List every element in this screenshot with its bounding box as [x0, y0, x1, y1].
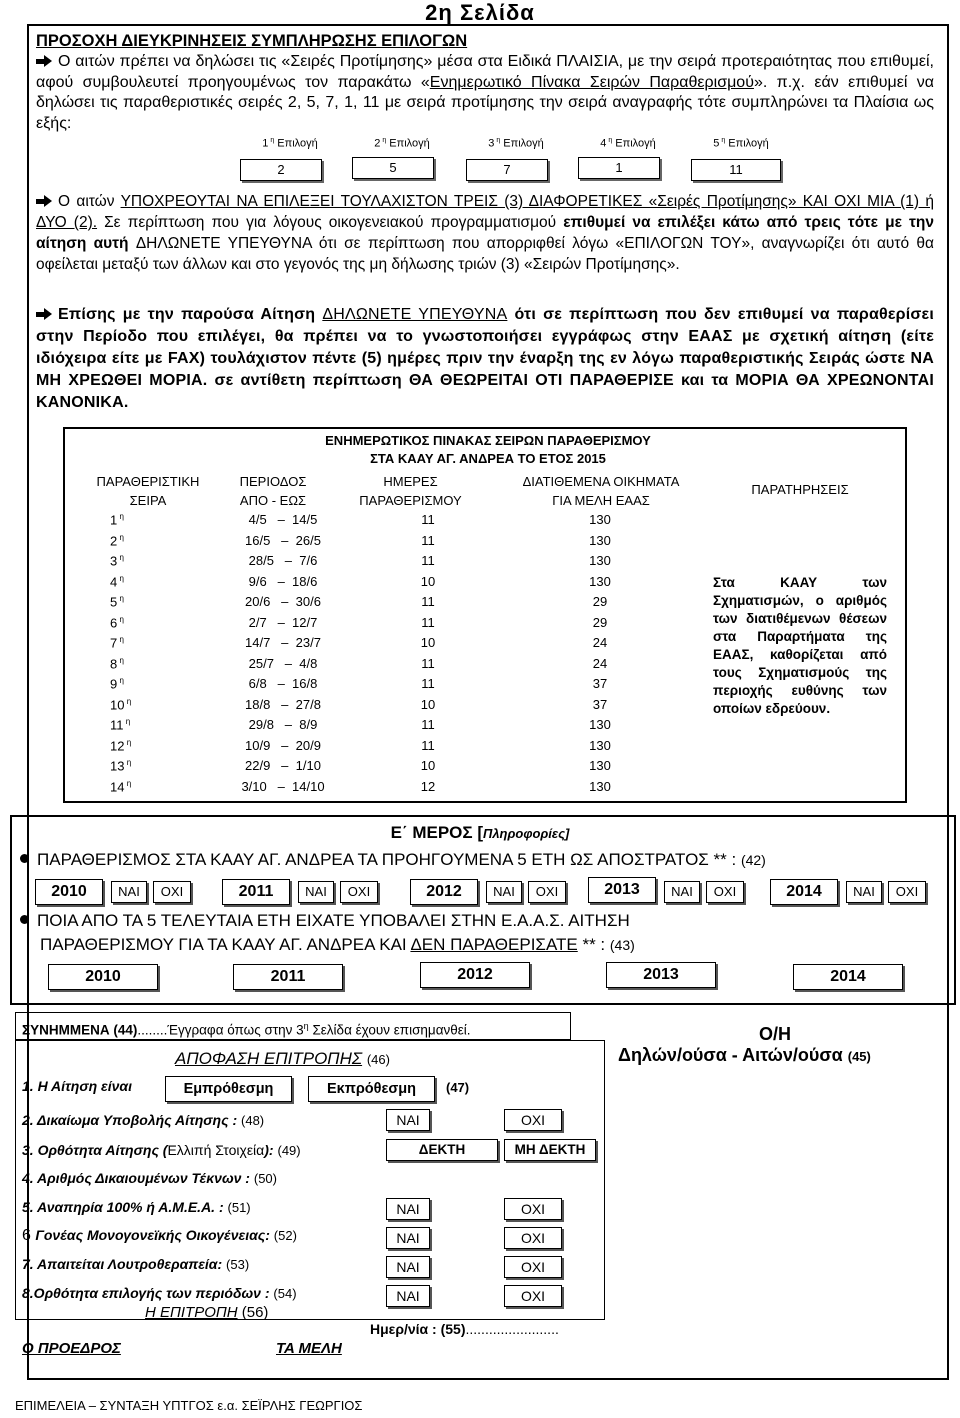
yes-option[interactable]: ΝΑΙ [111, 881, 147, 903]
days-cell: 11 [421, 614, 435, 630]
table-row [68, 779, 708, 799]
choice-box[interactable]: 7 [466, 159, 548, 181]
notice-paragraph-3: Επίσης με την παρούσα Αίτηση ΔΗΛΩΝΕΤΕ ΥΠΕΥΘΥΝΑ ότι σε περίπτωση που δεν επιθυμεί να παραθερίσει στην Περίοδο που επιλέγει, θα πρέπει να το γνωστοποιήσει εγγράφως στην ΕΑΑΣ με σχετική αίτηση (είτε ιδιόχειρα είτε με FAX) τουλάχιστον πέντε (5) ημέρες πριν την έναρξη της εν λόγω παραθεριστικής Σειράς ώστε ΝΑ ΜΗ ΧΡΕΩΘΕΙ ΜΟΡΙΑ. σε αντίθετη περίπτωση ΘΑ ΘΕΩΡΕΙΤΑΙ ΟΤΙ ΠΑΡΑΘΕΡΙΣΕ και τα ΜΟΡΙΑ ΘΑ ΧΡΕΩΝΟΝΤΑΙ ΚΑΝΟΝΙΚΑ. [36, 306, 934, 411]
timely-button[interactable]: Εμπρόθεσμη [165, 1076, 292, 1102]
year-checkbox[interactable]: 2014 [793, 964, 903, 990]
bullet-icon [20, 854, 29, 863]
members-label: ΤΑ ΜΕΛΗ [276, 1340, 342, 1357]
days-cell: 11 [421, 553, 435, 568]
footer-credit: ΕΠΙΜΕΛΕΙΑ – ΣΥΝΤΑΞΗ ΥΠΤΓΟΣ ε.α. ΣΕΪΡΛΗΣ ΓΕΩΡΓΙΟΣ [15, 1398, 363, 1413]
table-row [68, 758, 708, 778]
period-cell: 6/8 – 16/8 [248, 676, 318, 691]
arrow-right-icon [36, 308, 52, 320]
choice-box[interactable]: 2 [240, 159, 322, 181]
period-cell: 25/7 – 4/8 [248, 655, 318, 671]
declarant-line-1: Ο/Η [758, 1024, 791, 1044]
period-cell: 10/9 – 20/9 [245, 737, 321, 753]
year-box: 2011 [222, 879, 290, 905]
days-cell: 11 [421, 655, 435, 671]
notice-heading: ΠΡΟΣΟΧΗ ΔΙΕΥΚΡΙΝΗΣΕΙΣ ΣΥΜΠΛΗΡΩΣΗΣ ΕΠΙΛΟΓΩΝ [36, 32, 468, 50]
choice-header: 3 $^\eta$ Επιλογή [488, 137, 544, 150]
no-option[interactable]: ΟΧΙ [888, 881, 926, 903]
homes-cell: 24 [592, 655, 608, 671]
days-cell: 11 [421, 594, 435, 609]
decision-line-5: 5. Αναπηρία 100% ή Α.Μ.Ε.Α. : (51) [22, 1199, 251, 1215]
not-accepted-button[interactable]: ΜΗ ΔΕΚΤΗ [504, 1139, 596, 1161]
homes-cell: 29 [592, 594, 608, 609]
period-cell: 18/8 – 27/8 [245, 696, 321, 712]
days-cell: 11 [421, 717, 435, 732]
decision-line-8: 8.Ορθότητα επιλογής των περιόδων : (54) [22, 1285, 297, 1301]
series-cell: 14 $^\eta$ [110, 778, 132, 794]
part-e-title: Ε΄ ΜΕΡΟΣ [Πληροφορίες] [390, 823, 570, 842]
col-header-series: ΠΑΡΑΘΕΡΙΣΤΙΚΗ ΣΕΙΡΑ [96, 474, 200, 508]
year-checkbox[interactable]: 2010 [48, 964, 158, 990]
year-box: 2013 [588, 877, 656, 903]
decision-line-3: 3. Ορθότητα Αίτησης (Ελλιπή Στοιχεία): (49) [22, 1142, 301, 1158]
table-row [68, 512, 708, 532]
decision-title: ΑΠΟΦΑΣΗ ΕΠΙΤΡΟΠΗΣ (46) [175, 1049, 390, 1068]
year-checkbox[interactable]: 2011 [233, 964, 343, 990]
col-header-remarks: ΠΑΡΑΤΗΡΗΣΕΙΣ [751, 482, 849, 497]
table-row [68, 533, 708, 553]
choice-header: 5 $^\eta$ Επιλογή [713, 137, 769, 150]
col-header-days: ΗΜΕΡΕΣ ΠΑΡΑΘΕΡΙΣΜΟΥ [359, 474, 462, 508]
series-cell: 9 $^\eta$ [110, 676, 124, 692]
late-button[interactable]: Εκπρόθεσμη [308, 1076, 435, 1102]
committee-label: Η ΕΠΙΤΡΟΠΗ (56) [145, 1304, 269, 1321]
page-title: 2η Σελίδα [425, 0, 535, 25]
remarks-text: Στα ΚΑΑΥ των Σχηματισμών, ο αριθμός των διατιθέμενων θέσεων στα Παραρτήματα της ΕΑΑΣ, καθορίζεται από τους Σχηματισμούς της περιοχής ευθύνης των οποίων εδρεύουν. [713, 575, 887, 716]
yes-option[interactable]: ΝΑΙ [486, 881, 522, 903]
table-row [68, 656, 708, 676]
decision-yes-option[interactable]: ΝΑΙ [386, 1198, 430, 1220]
table-row [68, 553, 708, 573]
decision-no-option[interactable]: ΟΧΙ [504, 1198, 562, 1220]
decision-line-1: 1. Η Αίτηση είναι [22, 1078, 132, 1094]
homes-cell: 24 [592, 635, 608, 650]
homes-cell: 37 [592, 696, 608, 712]
decision-no-option[interactable]: ΟΧΙ [504, 1256, 562, 1278]
period-cell: 3/10 – 14/10 [241, 778, 325, 794]
homes-cell: 130 [589, 758, 611, 773]
homes-cell: 130 [589, 512, 611, 527]
days-cell: 11 [421, 676, 435, 691]
decision-line-7: 7. Απαιτείται Λουτροθεραπεία: (53) [22, 1256, 250, 1272]
arrow-right-icon [36, 55, 52, 67]
decision-no-option[interactable]: ΟΧΙ [504, 1285, 562, 1307]
table-row [68, 717, 708, 737]
notice-paragraph-1: Ο αιτών πρέπει να δηλώσει τις «Σειρές Προτίμησης» μέσα στα Ειδικά ΠΛΑΙΣΙΑ, με την σειρά προτεραιότητας που επιθυμεί, αφού συμβουλευτεί προηγουμένως τον παρακάτω «Ενημερωτικό Πίνακα Σειρών Παραθερισμού». π.χ. εάν επιθυμεί να δηλώσει τις παραθεριστικές σειρές 2, 5, 7, 1, 11 με σειρά προτίμησης την σειρά αναγραφής τότε συμπληρώνει τα Πλαίσια ως εξής: [36, 53, 935, 132]
no-option[interactable]: ΟΧΙ [340, 881, 378, 903]
decision-yes-option[interactable]: ΝΑΙ [386, 1256, 430, 1278]
table-row [68, 594, 708, 614]
series-cell: 13 $^\eta$ [110, 758, 132, 774]
decision-line-1-number: (47) [446, 1080, 470, 1095]
period-cell: 28/5 – 7/6 [248, 553, 318, 568]
no-option[interactable]: ΟΧΙ [706, 881, 744, 903]
choice-box[interactable]: 11 [691, 159, 781, 181]
period-cell: 14/7 – 23/7 [245, 635, 321, 650]
homes-cell: 130 [589, 532, 611, 548]
period-cell: 4/5 – 14/5 [248, 512, 318, 527]
choice-box[interactable]: 1 [578, 157, 660, 179]
series-cell: 6 $^\eta$ [110, 614, 124, 630]
decision-yes-option[interactable]: ΝΑΙ [386, 1285, 430, 1307]
date-field[interactable]: Ημερ/νία : (55)........................ [370, 1321, 559, 1337]
series-cell: 4 $^\eta$ [110, 573, 124, 589]
question-42: ΠΑΡΑΘΕΡΙΣΜΟΣ ΣΤΑ ΚΑΑΥ ΑΓ. ΑΝΔΡΕΑ ΤΑ ΠΡΟΗΓΟΥΜΕΝΑ 5 ΕΤΗ ΩΣ ΑΠΟΣΤΡΑΤΟΣ ** : (42) [20, 848, 950, 872]
accepted-button[interactable]: ΔΕΚΤΗ [386, 1139, 498, 1161]
decision-yes-option[interactable]: ΝΑΙ [386, 1109, 430, 1131]
year-box: 2012 [410, 879, 478, 905]
table-row [68, 676, 708, 696]
period-cell: 16/5 – 26/5 [245, 532, 321, 548]
days-cell: 12 [420, 778, 436, 794]
choice-header: 2 $^\eta$ Επιλογή [374, 137, 430, 150]
table-row [68, 635, 708, 655]
yes-option[interactable]: ΝΑΙ [664, 881, 700, 903]
decision-line-6: 6 Γονέας Μονογονεϊκής Οικογένειας: (52) [22, 1227, 297, 1244]
table-row [68, 697, 708, 717]
declarant-line-2: Δηλών/ούσα - Αιτών/ούσα (45) [618, 1045, 871, 1065]
days-cell: 10 [420, 696, 436, 712]
year-box: 2010 [35, 879, 103, 905]
days-cell: 10 [420, 635, 436, 650]
choice-header: 1 $^\eta$ Επιλογή [262, 137, 318, 150]
no-option[interactable]: ΟΧΙ [153, 881, 191, 903]
series-cell: 12 $^\eta$ [110, 737, 132, 753]
series-cell: 5 $^\eta$ [110, 594, 124, 610]
col-header-homes: ΔΙΑΤΙΘΕΜΕΝΑ ΟΙΚΗΜΑΤΑ ΓΙΑ ΜΕΛΗ ΕΑΑΣ [522, 474, 680, 508]
choice-box[interactable]: 5 [352, 157, 434, 179]
year-checkbox[interactable]: 2013 [606, 962, 716, 988]
series-cell: 8 $^\eta$ [110, 655, 124, 671]
days-cell: 11 [421, 532, 435, 548]
decision-yes-option[interactable]: ΝΑΙ [386, 1227, 430, 1249]
decision-line-4: 4. Αριθμός Δικαιουμένων Τέκνων : (50) [22, 1170, 277, 1186]
period-cell: 2/7 – 12/7 [248, 614, 318, 630]
bullet-icon [20, 915, 29, 924]
days-cell: 10 [420, 758, 436, 773]
decision-no-option[interactable]: ΟΧΙ [504, 1227, 562, 1249]
col-header-period: ΠΕΡΙΟΔΟΣ ΑΠΟ - ΕΩΣ [239, 474, 307, 508]
homes-cell: 29 [592, 614, 608, 630]
homes-cell: 130 [589, 778, 611, 794]
choice-header: 4 $^\eta$ Επιλογή [600, 137, 656, 150]
series-cell: 7 $^\eta$ [110, 635, 124, 651]
homes-cell: 130 [589, 717, 611, 732]
notice-paragraph-2: Ο αιτών ΥΠΟΧΡΕΟΥΤΑΙ ΝΑ ΕΠΙΛΕΞΕΙ ΤΟΥΛΑΧΙΣΤΟΝ ΤΡΕΙΣ (3) ΔΙΑΦΟΡΕΤΙΚΕΣ «Σειρές Προτίμησης» ΚΑΙ ΟΧΙ ΜΙΑ (1) ή ΔΥΟ (2). Σε περίπτωση που για λόγους οικογενειακού προγραμματισμού επιθυμεί να επιλέξει κάτω από τρεις τότε με την αίτηση αυτή ΔΗΛΩΝΕΤΕ ΥΠΕΥΘΥΝΑ ότι σε περίπτωση που απορριφθεί λόγω «ΕΠΙΛΟΓΩΝ ΤΟΥ», αναγνωρίζει ότι αυτό θα οφείλεται μεταξύ των άλλων και στο γεγονός της μη δήλωσης τριών (3) «Σειρών Προτίμησης». [36, 193, 934, 273]
attachments-field[interactable]: ΣΥΝΗΜΜΕΝΑ (44)........Έγγραφα όπως στην $3^\eta$ Σελίδα έχουν επισημανθεί. [15, 1012, 571, 1040]
yes-option[interactable]: ΝΑΙ [846, 881, 882, 903]
arrow-right-icon [36, 195, 52, 207]
series-table-title: ΕΝΗΜΕΡΩΤΙΚΟΣ ΠΙΝΑΚΑΣ ΣΕΙΡΩΝ ΠΑΡΑΘΕΡΙΣΜΟΥ ΣΤΑ ΚΑΑΥ ΑΓ. ΑΝΔΡΕΑ ΤΟ ΕΤΟΣ 2015 [325, 433, 651, 466]
series-cell: 11 $^\eta$ [110, 717, 131, 733]
period-cell: 22/9 – 1/10 [245, 758, 321, 773]
president-label: Ο ΠΡΟΕΔΡΟΣ [22, 1340, 121, 1357]
yes-option[interactable]: ΝΑΙ [298, 881, 334, 903]
days-cell: 11 [421, 737, 435, 753]
table-row [68, 574, 708, 594]
days-cell: 10 [420, 573, 436, 589]
year-box: 2014 [770, 879, 838, 905]
no-option[interactable]: ΟΧΙ [528, 881, 566, 903]
year-checkbox[interactable]: 2012 [420, 962, 530, 988]
decision-line-2: 2. Δικαίωμα Υποβολής Αίτησης : (48) [22, 1112, 265, 1128]
series-cell: 10 $^\eta$ [110, 696, 132, 712]
decision-no-option[interactable]: ΟΧΙ [504, 1109, 562, 1131]
period-cell: 20/6 – 30/6 [245, 594, 321, 609]
series-cell: 1 $^\eta$ [110, 512, 124, 528]
homes-cell: 130 [589, 553, 611, 568]
homes-cell: 130 [589, 737, 611, 753]
days-cell: 11 [421, 512, 435, 527]
series-cell: 2 $^\eta$ [110, 532, 124, 548]
series-cell: 3 $^\eta$ [110, 553, 124, 569]
table-row [68, 738, 708, 758]
question-43: ΠΟΙΑ ΑΠΟ ΤΑ 5 ΤΕΛΕΥΤΑΙΑ ΕΤΗ ΕΙΧΑΤΕ ΥΠΟΒΑΛΕΙ ΣΤΗΝ Ε.Α.Α.Σ. ΑΙΤΗΣΗ ΠΑΡΑΘΕΡΙΣΜΟΥ ΓΙΑ ΤΑ ΚΑΑΥ ΑΓ. ΑΝΔΡΕΑ ΚΑΙ ΔΕΝ ΠΑΡΑΘΕΡΙΣΑΤΕ ** : (43) [20, 909, 950, 957]
period-cell: 29/8 – 8/9 [248, 717, 318, 732]
table-row [68, 615, 708, 635]
period-cell: 9/6 – 18/6 [248, 573, 318, 589]
homes-cell: 37 [592, 676, 608, 691]
homes-cell: 130 [589, 573, 611, 589]
